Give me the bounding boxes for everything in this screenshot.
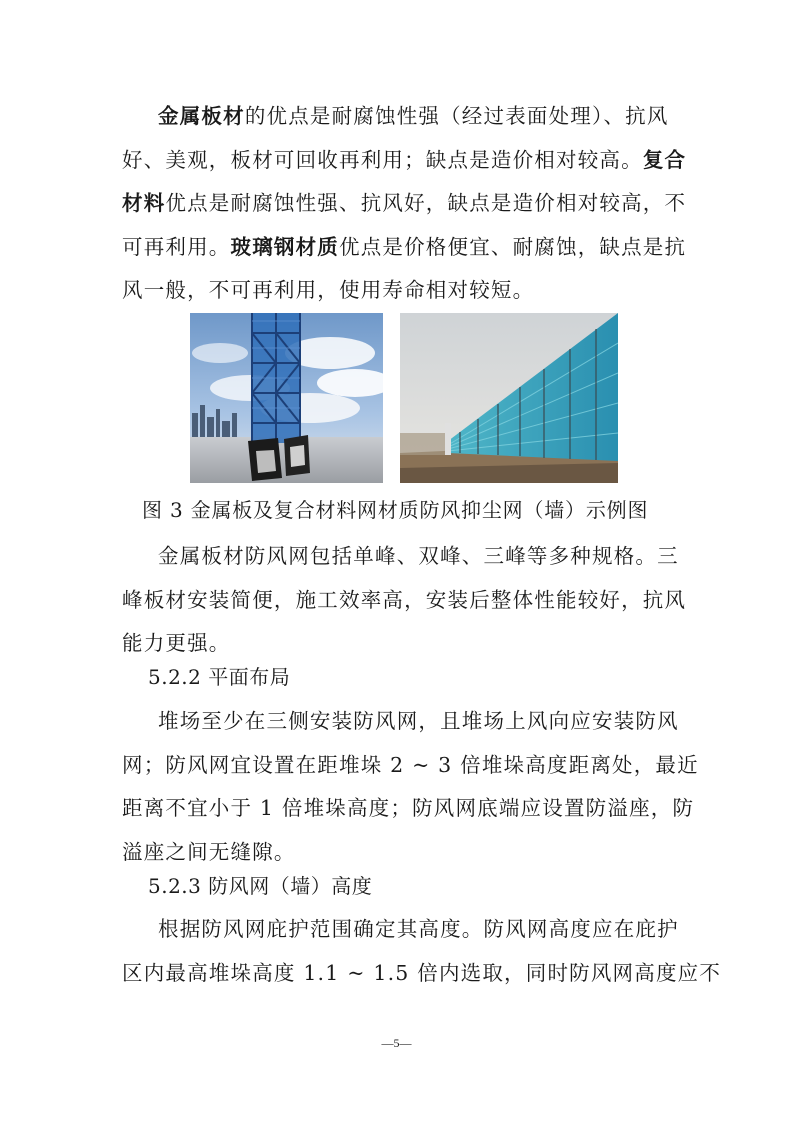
section-heading-height: 5.2.3 防风网（墙）高度	[148, 874, 373, 898]
page-number: —5—	[381, 1036, 412, 1050]
paragraph-height: 根据防风网庇护范围确定其高度。防风网高度应在庇护 区内最高堆垛高度 1.1 ~ 1.5 倍内选取，同时防风网高度应不	[122, 917, 722, 985]
figure-image-metal-tower	[190, 313, 383, 483]
bold-term-composite-cont: 材料	[122, 191, 166, 215]
section-heading-layout: 5.2.2 平面布局	[148, 665, 291, 689]
paragraph-materials: 金属板材的优点是耐腐蚀性强（经过表面处理）、抗风 好、美观，板材可回收再利用；缺点是造价相对较高。复合 材料优点是耐腐蚀性强、抗风好，缺点是造价相对较高，不 可再利用。玻璃钢材质优点是价格便宜、耐腐蚀，缺点是抗 风一般，不可再利用，使用寿命相对较短。	[122, 104, 687, 302]
bold-term-composite: 复合	[642, 147, 687, 172]
paragraph-layout: 堆场至少在三侧安装防风网，且堆场上风向应安装防风 网；防风网宜设置在距堆垛 2 ~ 3 倍堆垛高度距离处，最近 距离不宜小于 1 倍堆垛高度；防风网底端应设置防溢座，防 溢座之间无缝隙。	[122, 709, 699, 864]
bold-term-fiberglass: 玻璃钢材质	[230, 234, 339, 259]
figure-caption: 图 3 金属板及复合材料网材质防风抑尘网（墙）示例图	[142, 498, 649, 522]
figure-image-windbreak-wall	[400, 313, 618, 483]
paragraph-metal-specs: 金属板材防风网包括单峰、双峰、三峰等多种规格。三 峰板材安装简便，施工效率高，安装后整体性能较好，抗风 能力更强。	[122, 544, 687, 655]
bold-term-metal: 金属板材	[158, 104, 245, 128]
